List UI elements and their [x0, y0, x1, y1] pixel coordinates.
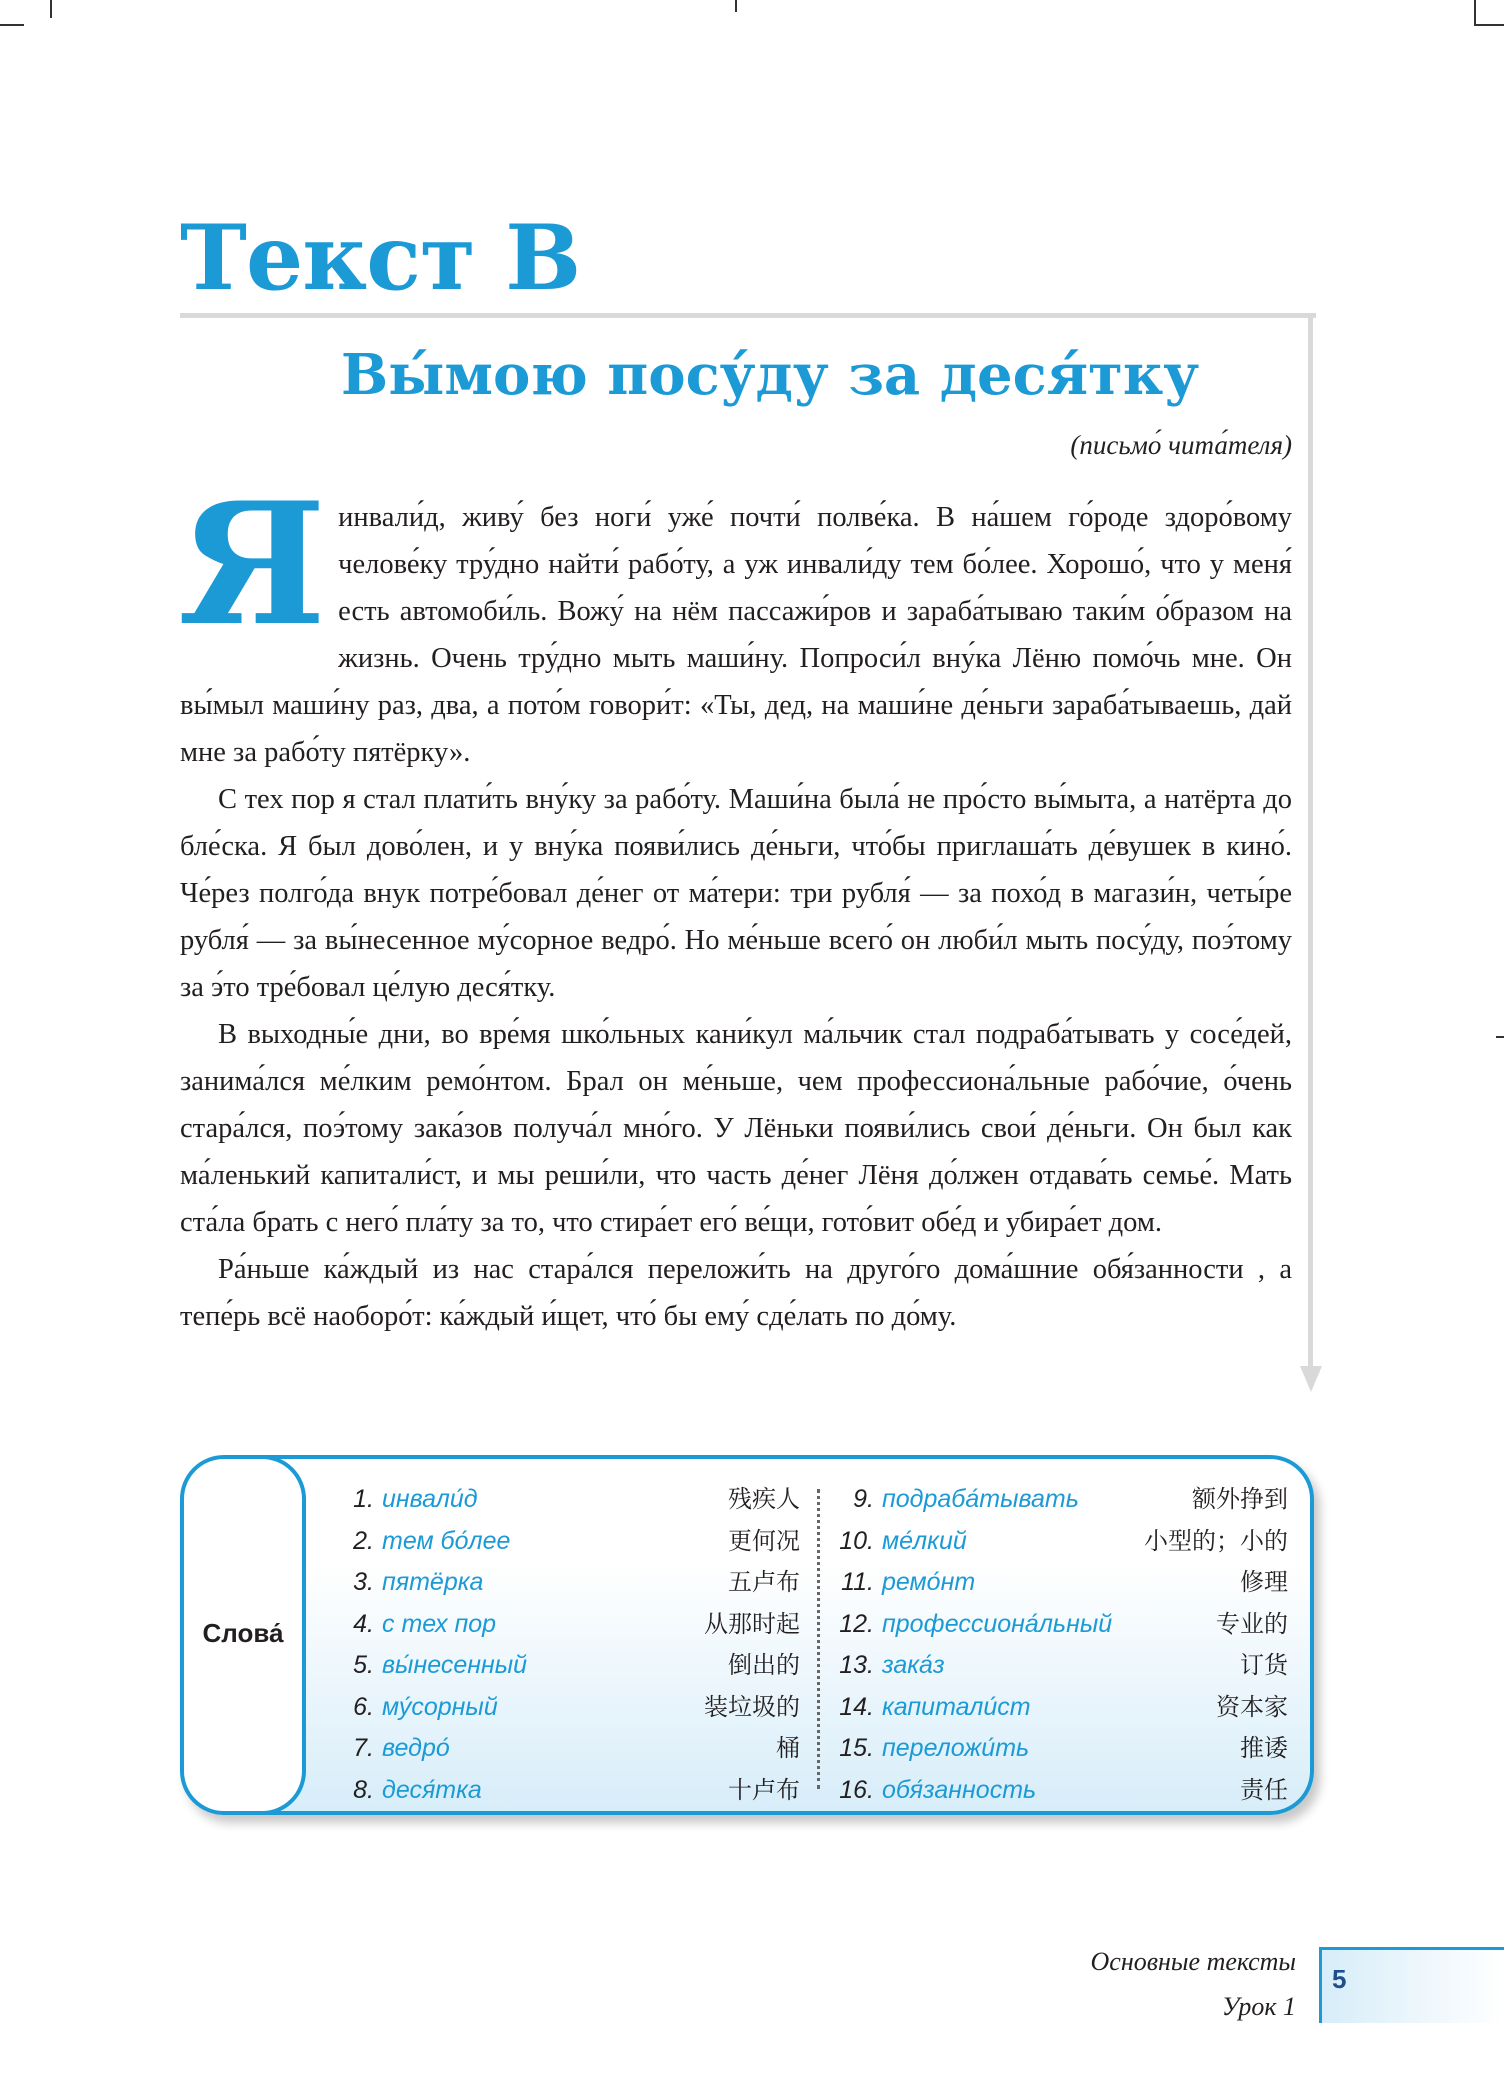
vocab-word: ремо́нт: [882, 1568, 976, 1596]
vocab-word: обя́занность: [882, 1775, 1037, 1804]
vocabulary-divider: [817, 1489, 820, 1789]
vocabulary-label: Слова́: [202, 1618, 284, 1648]
vocab-number: 13.: [839, 1651, 874, 1679]
vocab-translation: 更何况: [728, 1526, 800, 1555]
vocab-number: 7.: [353, 1734, 374, 1762]
crop-mark: [735, 0, 737, 12]
vocab-translation: 残疾人: [728, 1485, 800, 1513]
vocab-item: [832, 1521, 1288, 1563]
vocab-item: [832, 1728, 1288, 1770]
vocab-word: вы́несенный: [382, 1651, 528, 1679]
vocab-word: с тех пор: [382, 1609, 497, 1638]
vocab-word: капитали́ст: [882, 1692, 1031, 1721]
vocab-translation: 订货: [1240, 1651, 1288, 1679]
vocab-translation: 十卢布: [728, 1775, 800, 1804]
vocab-item: [832, 1562, 1288, 1604]
vocab-item: [342, 1728, 800, 1770]
vocab-number: 9.: [853, 1485, 874, 1513]
vocab-translation: 五卢布: [728, 1568, 800, 1596]
vocab-item: [342, 1604, 800, 1646]
frame-right-border: [1308, 313, 1313, 1373]
vocab-word: подраба́тывать: [882, 1485, 1079, 1513]
vocab-number: 2.: [353, 1526, 374, 1555]
vocab-number: 15.: [839, 1734, 874, 1762]
paragraph-text: инвали́д, живу́ без ноги́ уже́ почти́ полве́ка. В на́шем го́роде здоро́вому челове́ку тру́дно найти́ рабо́ту, а уж инвали́ду тем бо́лее. Хорошо́, что у меня́ есть автомоби́ль. Вожу́ на нём пассажи́ров и зараба́тываю таки́м о́бразом на жизнь. Очень тру́дно мыть маши́ну. Попроси́л вну́ка Лёню помо́чь мне. Он вы́мыл маши́ну раз, два, а пото́м говори́т: «Ты, дед, на маши́не де́ньги зараба́тываешь, дай мне за рабо́ту пятёрку».: [180, 502, 1292, 768]
page-title: Текст B: [180, 205, 581, 311]
vocab-translation: 资本家: [1216, 1692, 1288, 1721]
vocab-translation: 小型的；小的: [1144, 1526, 1288, 1555]
vocab-item: [832, 1687, 1288, 1729]
vocab-translation: 专业的: [1216, 1609, 1288, 1638]
vocabulary-label-box: [180, 1455, 306, 1815]
vocab-number: 4.: [353, 1609, 374, 1638]
vocab-number: 3.: [353, 1568, 374, 1596]
vocabulary-list-right: [832, 1479, 1288, 1811]
vocabulary-list-left: [342, 1479, 800, 1811]
paragraph: Ра́ньше ка́ждый из нас стара́лся переложи́ть на друго́го дома́шние обя́занности , а тепе́рь всё наоборо́т: ка́ждый и́щет, что́ бы ему́ сде́лать по до́му.: [180, 1254, 1292, 1332]
footer-lesson: Урок 1: [1221, 1992, 1296, 2021]
page-number: 5: [1332, 1964, 1347, 1994]
crop-mark: [1474, 0, 1476, 26]
vocab-item: [832, 1479, 1288, 1521]
crop-mark: [50, 0, 52, 18]
vocab-word: пятёрка: [382, 1568, 484, 1596]
crop-mark: [1474, 24, 1504, 26]
vocab-item: [342, 1562, 800, 1604]
paragraph: С тех пор я стал плати́ть вну́ку за рабо́ту. Маши́на была́ не про́сто вы́мыта, а натёрта до бле́ска. Я был дово́лен, и у вну́ка появи́лись де́ньги, что́бы приглаша́ть де́вушек в кино́. Че́рез полго́да внук потре́бовал де́нег от ма́тери: три рубля́ — за похо́д в магази́н, четы́ре рубля́ — за вы́несенное му́сорное ведро́. Но ме́ньше всего́ он люби́л мыть посу́ду, поэ́тому за э́то тре́бовал це́лую деся́тку.: [180, 784, 1292, 1003]
paragraph: [178, 465, 1292, 776]
vocab-translation: 倒出的: [728, 1651, 800, 1679]
vocab-translation: 推诿: [1240, 1734, 1288, 1762]
vocab-translation: 从那时起: [704, 1609, 800, 1638]
vocab-word: ме́лкий: [882, 1526, 967, 1555]
vocab-item: [342, 1645, 800, 1687]
frame-top-border: [180, 313, 1316, 318]
vocab-word: му́сорный: [382, 1692, 498, 1721]
vocab-word: инвали́д: [382, 1485, 478, 1513]
vocab-word: тем бо́лее: [382, 1526, 511, 1555]
vocab-word: ведро́: [382, 1734, 450, 1762]
vocab-word: деся́тка: [382, 1775, 482, 1804]
story-subtitle: (письмо́ чита́теля): [1070, 430, 1292, 460]
vocab-number: 11.: [841, 1568, 874, 1596]
vocab-translation: 修理: [1240, 1568, 1288, 1596]
vocab-item: [832, 1604, 1288, 1646]
vocab-word: профессиона́льный: [882, 1609, 1113, 1638]
crop-mark: [0, 24, 24, 26]
vocab-number: 8.: [353, 1775, 374, 1804]
vocab-number: 12.: [839, 1609, 874, 1638]
vocab-translation: 桶: [776, 1734, 800, 1762]
vocab-translation: 额外挣到: [1192, 1485, 1288, 1513]
vocab-word: переложи́ть: [882, 1734, 1030, 1762]
vocab-item: [832, 1645, 1288, 1687]
vocab-item: [342, 1770, 800, 1812]
vocab-translation: 责任: [1240, 1775, 1288, 1804]
crop-mark: [1496, 1036, 1504, 1038]
paragraph: В выходны́е дни, во вре́мя шко́льных кани́кул ма́льчик стал подраба́тывать у сосе́дей, занима́лся ме́лким ремо́нтом. Брал он ме́ньше, чем профессиона́льные рабо́чие, о́чень стара́лся, поэ́тому зака́зов получа́л мно́го. У Лёньки появи́лись свои́ де́ньги. Он был как ма́ленький капитали́ст, и мы реши́ли, что часть де́нег Лёня до́лжен отдава́ть семье́. Мать ста́ла брать с него́ пла́ту за то, что стира́ет его́ ве́щи, гото́вит обе́д и убира́ет дом.: [180, 1019, 1292, 1238]
vocab-item: [832, 1770, 1288, 1812]
story-title: Вы́мою посу́ду за деся́тку: [340, 342, 1200, 408]
vocab-number: 6.: [353, 1692, 374, 1721]
vocab-translation: 装垃圾的: [704, 1692, 800, 1721]
footer-section-title: Основные тексты: [1090, 1947, 1296, 1976]
vocab-item: [342, 1521, 800, 1563]
drop-cap: Я: [178, 465, 327, 663]
page-number-box: [1319, 1947, 1504, 2023]
vocab-item: [342, 1687, 800, 1729]
story-body: [178, 465, 1292, 1340]
down-arrow-icon: [1300, 1366, 1322, 1392]
vocab-word: зака́з: [882, 1651, 945, 1679]
vocab-number: 5.: [353, 1651, 374, 1679]
vocab-number: 10.: [839, 1526, 874, 1555]
vocab-number: 14.: [839, 1692, 874, 1721]
vocab-item: [342, 1479, 800, 1521]
vocab-number: 1.: [353, 1485, 374, 1513]
vocab-number: 16.: [839, 1775, 874, 1804]
vocabulary-box: [180, 1455, 1314, 1815]
